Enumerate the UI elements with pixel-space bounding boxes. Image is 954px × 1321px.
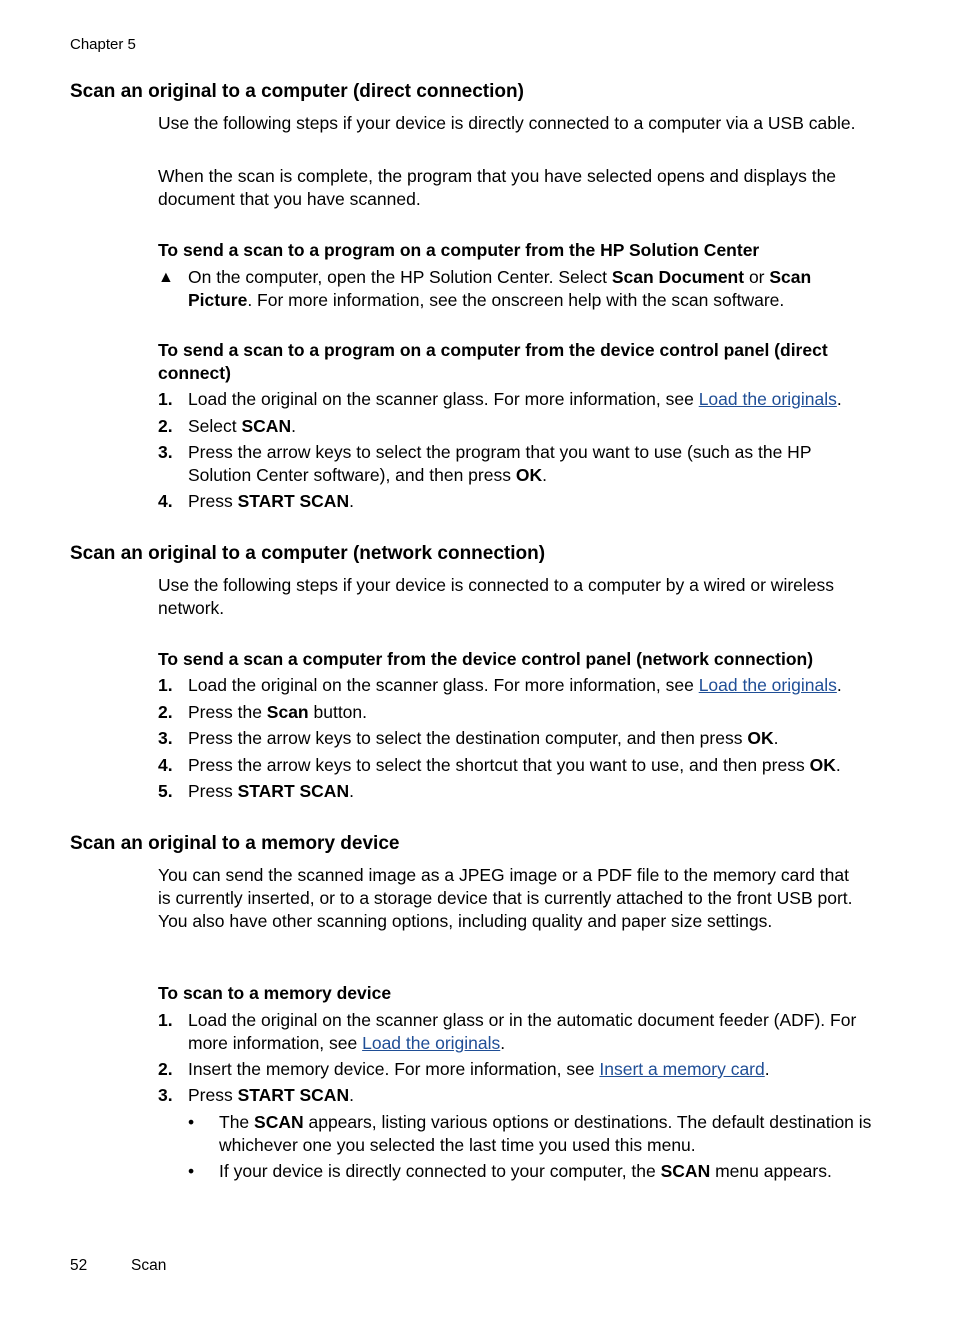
bullet-item: • The SCAN appears, listing various options or destinations. The default destination is whichever one you selected the last time you used this menu.: [188, 1112, 872, 1155]
paragraph: Use the following steps if your device is connected to a computer by a wired or wireless network.: [158, 575, 835, 618]
procedure-step: 3. Press the arrow keys to select the program that you want to use (such as the HP Solution Center software), and then press OK.: [158, 442, 812, 485]
page-number: 52: [70, 1257, 88, 1274]
load-originals-link[interactable]: Load the originals: [698, 389, 837, 409]
procedure-step: 1. Load the original on the scanner glass. For more information, see Load the originals.: [158, 389, 842, 409]
footer-section: Scan: [131, 1257, 167, 1274]
load-originals-link[interactable]: Load the originals: [362, 1033, 501, 1053]
procedure-title: To send a scan to a program on a computer from the device control panel (direct connect): [158, 340, 828, 383]
triangle-marker-icon: ▲: [158, 269, 174, 286]
procedure-title: To send a scan to a program on a computer from the HP Solution Center: [158, 240, 760, 260]
procedure-step: 3. Press the arrow keys to select the destination computer, and then press OK.: [158, 728, 779, 748]
paragraph: Use the following steps if your device is directly connected to a computer via a USB cable.: [158, 113, 856, 133]
bullet-icon: •: [188, 1161, 195, 1181]
procedure-step: 1. Load the original on the scanner glass or in the automatic document feeder (ADF). For more information, see Load the originals.: [158, 1010, 857, 1053]
paragraph: When the scan is complete, the program that you have selected opens and displays the document that you have scanned.: [158, 166, 837, 209]
section-title-network: Scan an original to a computer (network connection): [70, 543, 546, 564]
paragraph: You can send the scanned image as a JPEG image or a PDF file to the memory card that is currently inserted, or to a storage device that is currently attached to the front USB port. You also have other scanning options, including quality and paper size settings.: [158, 865, 853, 931]
procedure-step: 3. Press START SCAN.: [158, 1085, 354, 1105]
bullet-item: • If your device is directly connected to your computer, the SCAN menu appears.: [188, 1161, 832, 1181]
load-originals-link[interactable]: Load the originals: [698, 675, 837, 695]
procedure-step: 4. Press START SCAN.: [158, 491, 354, 511]
procedure-step: 5. Press START SCAN.: [158, 781, 354, 801]
procedure-step: 2. Insert the memory device. For more information, see Insert a memory card.: [158, 1059, 770, 1079]
procedure-step: 2. Press the Scan button.: [158, 702, 368, 722]
bullet-icon: •: [188, 1112, 195, 1132]
insert-memory-card-link[interactable]: Insert a memory card: [599, 1059, 765, 1079]
procedure-step: 1. Load the original on the scanner glass. For more information, see Load the originals.: [158, 675, 842, 695]
procedure-step: ▲ On the computer, open the HP Solution Center. Select Scan Document or Scan Picture. For more information, see the onscreen help with the scan software.: [158, 267, 812, 310]
chapter-header: Chapter 5: [70, 36, 136, 53]
procedure-step: 2. Select SCAN.: [158, 416, 296, 436]
procedure-title: To send a scan a computer from the device control panel (network connection): [158, 649, 814, 669]
procedure-step: 4. Press the arrow keys to select the shortcut that you want to use, and then press OK.: [158, 755, 841, 775]
section-title-memory: Scan an original to a memory device: [70, 833, 400, 854]
procedure-title: To scan to a memory device: [158, 983, 392, 1003]
section-title-direct: Scan an original to a computer (direct connection): [70, 81, 524, 102]
